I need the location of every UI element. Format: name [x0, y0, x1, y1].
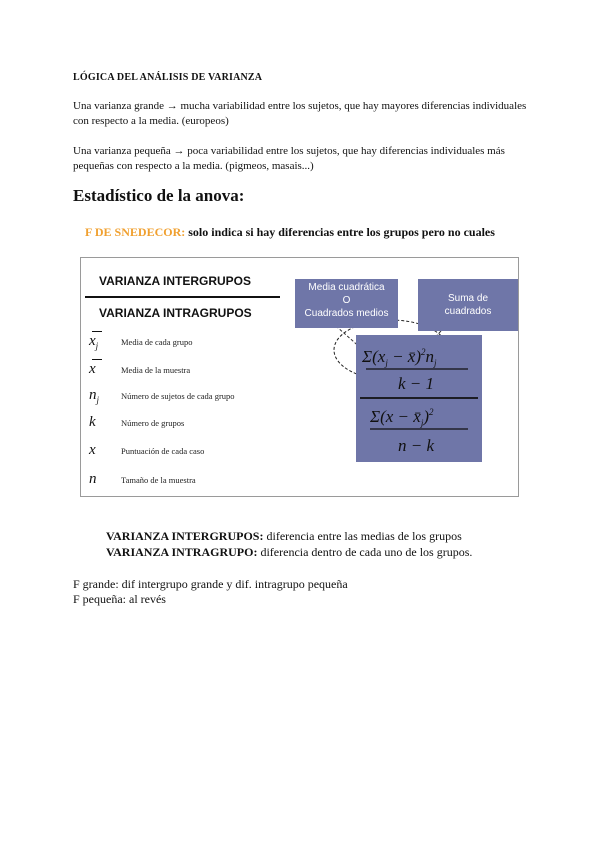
f-formula-box: [356, 335, 482, 462]
box-left-line1: Media cuadrática: [308, 282, 385, 293]
legend-symbol: $n_j$: [89, 387, 100, 405]
legend-symbol: x: [89, 442, 96, 458]
box-right-label: Suma de cuadrados: [444, 293, 492, 317]
legend-symbol: $x_j$: [89, 333, 121, 351]
section-title: Estadístico de la anova:: [73, 186, 245, 205]
formula-num-bottom: k − 1: [398, 374, 435, 393]
legend-text: Media de cada grupo: [121, 337, 193, 347]
legend-text: Número de grupos: [121, 418, 185, 428]
legend-text: Puntuación de cada caso: [121, 446, 205, 456]
definition-intragrupo: [106, 545, 472, 560]
definition-intragrupo-label: VARIANZA INTRAGRUPO:: [106, 545, 258, 559]
formula-den-top: $\Sigma(x - x̄_j)^2$: [370, 407, 434, 428]
figure-title-intragrupos: VARIANZA INTRAGRUPOS: [99, 306, 252, 320]
snedecor-label: F DE SNEDECOR:: [85, 225, 186, 239]
legend-symbol: n: [89, 471, 97, 487]
anova-figure: [80, 257, 519, 497]
media-cuadratica-box: [295, 279, 398, 328]
legend-text: Número de sujetos de cada grupo: [121, 391, 235, 401]
box-left-line3: Cuadrados medios: [304, 308, 389, 319]
snedecor-text: solo indica si hay diferencias entre los grupos pero no cuales: [185, 225, 495, 239]
suma-cuadrados-box: [418, 279, 518, 331]
legend-text: Tamaño de la muestra: [121, 475, 196, 485]
legend-text: Media de la muestra: [121, 365, 191, 375]
formula-den-bottom: n − k: [398, 436, 435, 455]
definition-intergrupos: [106, 529, 462, 544]
definition-intergrupos-text: diferencia entre las medias de los grupos: [263, 529, 462, 543]
snedecor-line: [85, 225, 495, 240]
definition-intragrupo-text: diferencia dentro de cada uno de los grupos.: [257, 545, 473, 559]
legend-symbol: x: [89, 361, 121, 379]
legend-symbol: k: [89, 414, 96, 430]
document-heading: LÓGICA DEL ANÁLISIS DE VARIANZA: [73, 72, 263, 83]
f-pequena-line: F pequeña: al revés: [73, 592, 166, 606]
figure-title-intergrupos: VARIANZA INTERGRUPOS: [99, 274, 252, 288]
definition-intergrupos-label: VARIANZA INTERGRUPOS:: [106, 529, 264, 543]
f-grande-line: F grande: dif intergrupo grande y dif. intragrupo pequeña: [73, 577, 348, 591]
paragraph-small-variance: Una varianza pequeña → poca variabilidad entre los sujetos, que hay diferencias individuales más pequeñas con respecto a la media. (pigmeos, masais...): [73, 145, 505, 172]
paragraph-large-variance: Una varianza grande → mucha variabilidad entre los sujetos, que hay mayores diferencias individuales con respecto a la media. (europeos): [73, 100, 527, 127]
f-formula: [356, 335, 482, 462]
formula-num-top: $\Sigma(x_j$ − $x̄)^2n_j$: [362, 347, 437, 368]
box-left-line2: O: [342, 295, 351, 306]
